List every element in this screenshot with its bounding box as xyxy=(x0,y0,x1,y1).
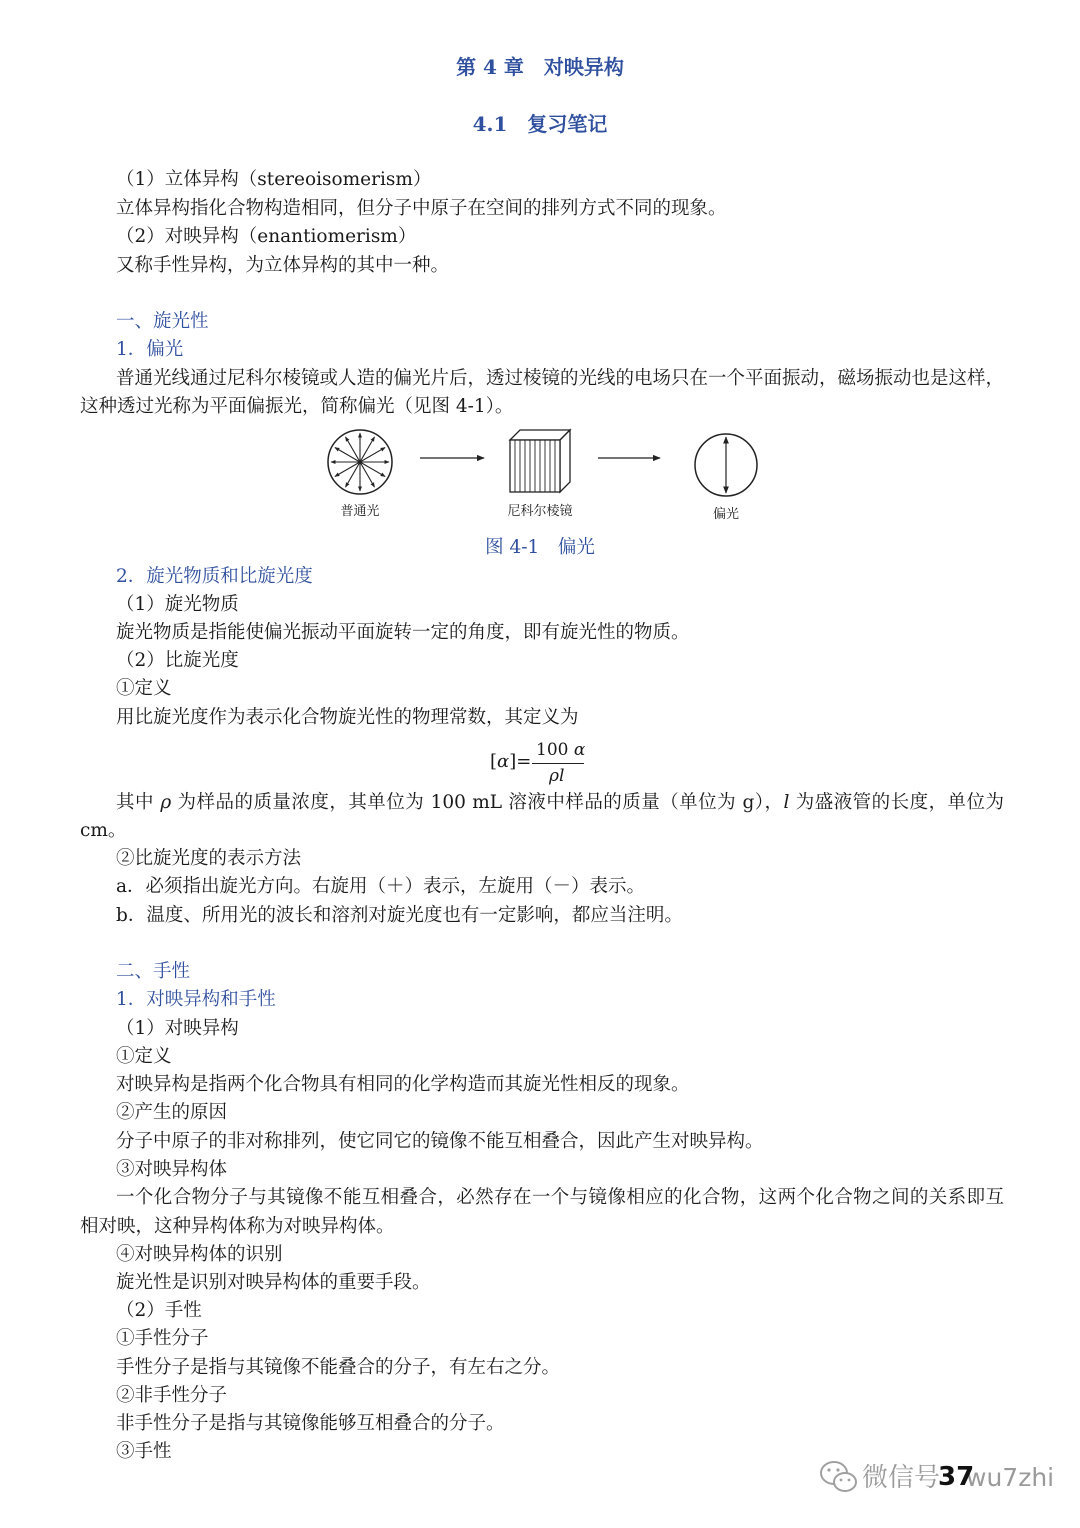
polarized-light-text-line-1: 普通光线通过尼科尔棱镜或人造的偏光片后，透过棱镜的光线的电场只在一个平面振动，磁场振动也是这样， xyxy=(116,368,1004,389)
rho-note-seg2: 为样品的质量浓度，其单位为 100 mL 溶液中样品的质量（单位为 g）， xyxy=(171,792,784,813)
wechat-bubble-small xyxy=(834,1473,856,1491)
section-heading-optical-activity: 一、旋光性 xyxy=(116,311,209,332)
formula-numerator xyxy=(536,738,585,762)
formula-alpha: α xyxy=(497,751,510,772)
wechat-eye xyxy=(848,1479,851,1482)
wechat-eye xyxy=(827,1468,830,1471)
wechat-eye xyxy=(836,1468,839,1471)
item-chirality-term: ③手性 xyxy=(116,1441,172,1462)
item-cause: ②产生的原因 xyxy=(116,1102,228,1123)
text-chiral-molecule: 手性分子是指与其镜像不能叠合的分子，有左右之分。 xyxy=(116,1357,561,1378)
label-ordinary-light: 普通光 xyxy=(340,504,380,519)
formula-numerator-number: 100 xyxy=(536,740,574,760)
text-cause: 分子中原子的非对称排列，使它同它的镜像不能互相叠合，因此产生对映异构。 xyxy=(116,1131,764,1152)
item-definition: ①定义 xyxy=(116,1046,172,1067)
formula-bracket-close: ]= xyxy=(509,751,532,772)
rho-symbol: ρ xyxy=(160,792,172,813)
item-identification: ④对映异构体的识别 xyxy=(116,1244,283,1265)
intro-text-stereoisomerism: 立体异构指化合物构造相同，但分子中原子在空间的排列方式不同的现象。 xyxy=(116,198,727,219)
wechat-eye xyxy=(840,1479,843,1482)
item-enantiomerism: （1）对映异构 xyxy=(116,1018,239,1039)
formula-numerator-alpha: α xyxy=(573,740,586,760)
text-achiral-molecule: 非手性分子是指与其镜像能够互相叠合的分子。 xyxy=(116,1413,505,1434)
formula-bracket-open: [ xyxy=(490,751,498,772)
item-achiral-molecule: ②非手性分子 xyxy=(116,1385,228,1406)
item-definition: ①定义 xyxy=(116,678,172,699)
item-enantiomers: ③对映异构体 xyxy=(116,1159,228,1180)
subsection-heading-polarized-light: 1．偏光 xyxy=(116,339,184,360)
label-nicol-prism: 尼科尔棱镜 xyxy=(507,504,573,519)
figure-caption: 图 4-1 偏光 xyxy=(485,537,595,558)
text-enantiomers-line-2: 相对映，这种异构体称为对映异构体。 xyxy=(80,1216,395,1237)
label-polarized-light: 偏光 xyxy=(712,507,740,522)
text-optically-active-substance: 旋光物质是指能使偏光振动平面旋转一定的角度，即有旋光性的物质。 xyxy=(116,622,690,643)
figure-polarization-diagram xyxy=(320,420,770,530)
item-notation-method: ②比旋光度的表示方法 xyxy=(116,848,302,869)
section-title: 4.1 复习笔记 xyxy=(472,112,608,136)
text-definition: 用比旋光度作为表示化合物旋光性的物理常数，其定义为 xyxy=(116,707,579,728)
text-rho-note xyxy=(116,789,1004,817)
item-specific-rotation: （2）比旋光度 xyxy=(116,650,239,671)
prism-side-face xyxy=(560,430,570,492)
text-rho-note-end: cm。 xyxy=(80,820,127,841)
wechat-icon xyxy=(818,1459,860,1497)
item-chiral-molecule: ①手性分子 xyxy=(116,1328,209,1349)
text-enantiomers-line-1: 一个化合物分子与其镜像不能互相叠合，必然存在一个与镜像相应的化合物，这两个化合物之间的关系即互 xyxy=(116,1187,1004,1208)
subsection-heading-specific-rotation: 2．旋光物质和比旋光度 xyxy=(116,566,313,587)
polarized-light-text-line-2: 这种透过光称为平面偏振光，简称偏光（见图 4-1）。 xyxy=(80,396,514,417)
text-identification: 旋光性是识别对映异构体的重要手段。 xyxy=(116,1272,431,1293)
watermark-id: wu7zhi xyxy=(966,1463,1055,1492)
rho-note-seg1: 其中 xyxy=(116,792,161,813)
subsection-heading-enantiomerism: 1．对映异构和手性 xyxy=(116,989,276,1010)
item-chirality: （2）手性 xyxy=(116,1300,202,1321)
rho-note-seg3: 为盛液管的长度，单位为 xyxy=(795,792,1004,813)
page-number: 37 xyxy=(938,1462,975,1492)
notation-point-b: b．温度、所用光的波长和溶剂对旋光度也有一定影响，都应当注明。 xyxy=(116,905,683,926)
formula-lhs xyxy=(490,750,531,774)
text-definition: 对映异构是指两个化合物具有相同的化学构造而其旋光性相反的现象。 xyxy=(116,1074,690,1095)
notation-point-a: a．必须指出旋光方向。右旋用（＋）表示，左旋用（－）表示。 xyxy=(116,876,646,897)
formula-denominator: ρl xyxy=(549,766,565,786)
nicol-prism xyxy=(510,430,570,492)
section-heading-chirality: 二、手性 xyxy=(116,961,191,982)
intro-item-enantiomerism: （2）对映异构（enantiomerism） xyxy=(116,226,417,247)
watermark-label: 微信号 xyxy=(862,1463,941,1493)
intro-text-enantiomerism: 又称手性异构，为立体异构的其中一种。 xyxy=(116,255,450,276)
intro-item-stereoisomerism: （1）立体异构（stereoisomerism） xyxy=(116,169,432,190)
l-symbol: l xyxy=(783,792,790,813)
item-optically-active-substance: （1）旋光物质 xyxy=(116,594,239,615)
chapter-title: 第 4 章 对映异构 xyxy=(456,55,624,79)
